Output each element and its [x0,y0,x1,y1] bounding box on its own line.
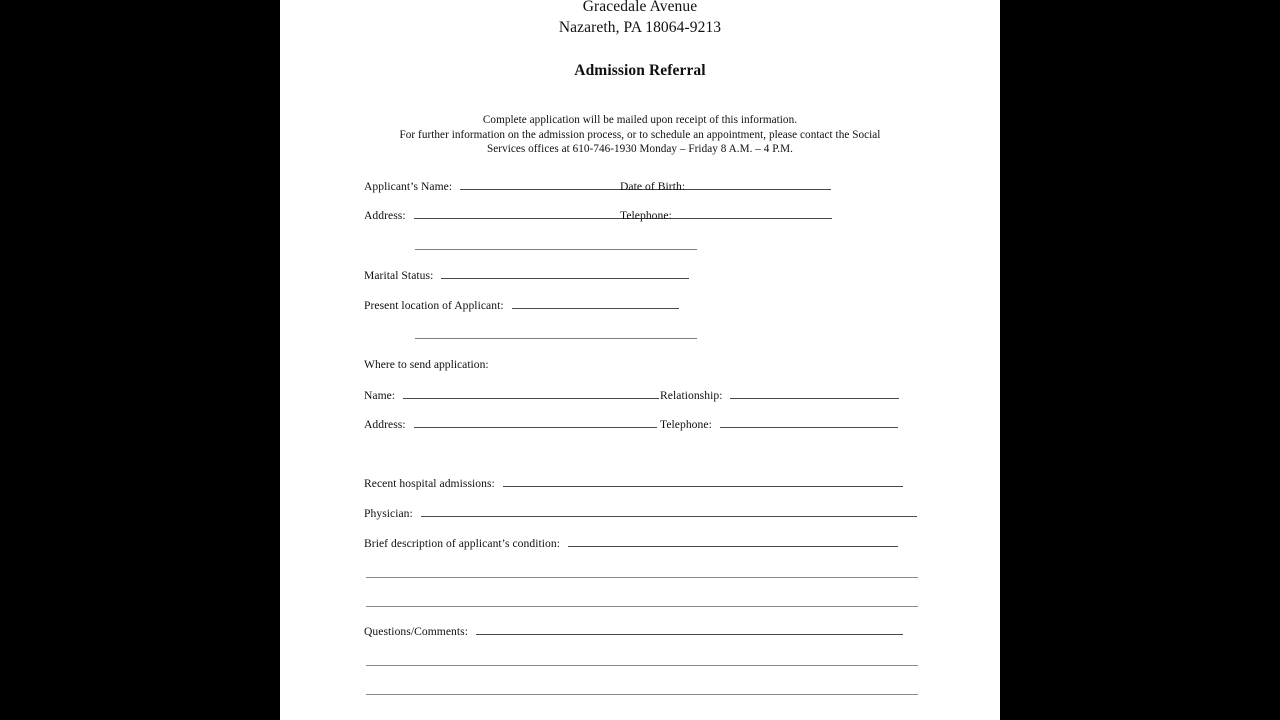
admission-referral-form [280,0,1000,720]
questions-comments-input-line-3[interactable] [366,694,918,695]
field-row-present-location [364,298,679,316]
send-address-label: Address: [364,418,406,431]
document-header [280,0,1000,157]
questions-comments-label: Questions/Comments: [364,625,469,638]
field-row-send-telephone [660,417,898,435]
relationship-label: Relationship: [660,389,723,402]
relationship-input[interactable] [730,388,899,399]
page-title: Admission Referral [574,62,706,79]
physician-input[interactable] [421,506,917,517]
send-telephone-label: Telephone: [660,418,712,431]
telephone-input[interactable] [680,208,832,219]
brief-description-input[interactable] [568,536,898,547]
letterbox-bar-left [0,0,280,720]
address-label: Address: [364,209,406,222]
address-input-line-2[interactable] [415,249,697,250]
document-page [280,0,1000,720]
where-to-send-heading: Where to send application: [364,358,489,371]
applicants-name-label: Applicant’s Name: [364,180,453,193]
field-row-send-name [364,388,659,406]
brief-description-input-line-2[interactable] [366,577,918,578]
recent-hospital-admissions-label: Recent hospital admissions: [364,477,495,490]
intro-line-3: Services offices at 610-746-1930 Monday – Friday 8 A.M. – 4 P.M. [487,143,793,156]
marital-status-label: Marital Status: [364,269,434,282]
send-name-label: Name: [364,389,396,402]
physician-label: Physician: [364,507,413,520]
brief-description-input-line-3[interactable] [366,606,918,607]
field-row-marital-status [364,268,689,286]
marital-status-input[interactable] [441,268,689,279]
field-row-hospital-admissions [364,476,903,494]
field-row-relationship [660,388,899,406]
questions-comments-input-line-2[interactable] [366,665,918,666]
field-row-brief-description [364,536,898,554]
date-of-birth-input[interactable] [693,179,831,190]
field-row-questions-comments [364,624,903,642]
send-telephone-input[interactable] [720,417,898,428]
send-address-input[interactable] [414,417,657,428]
letterbox-bar-right [1000,0,1280,720]
send-name-input[interactable] [403,388,659,399]
intro-paragraph [280,113,1000,157]
field-row-physician [364,506,917,524]
field-row-date-of-birth [620,179,831,197]
field-row-telephone [620,208,832,226]
facility-city-state-zip: Nazareth, PA 18064-9213 [558,19,722,36]
facility-street: Gracedale Avenue [582,0,698,15]
present-location-input-line-2[interactable] [415,338,697,339]
recent-hospital-admissions-input[interactable] [503,476,903,487]
intro-line-1: Complete application will be mailed upon receipt of this information. [482,114,798,126]
questions-comments-input[interactable] [476,624,903,635]
present-location-label: Present location of Applicant: [364,299,504,312]
present-location-input[interactable] [512,298,679,309]
field-row-send-address [364,417,657,435]
brief-description-label: Brief description of applicant’s condition: [364,537,560,550]
intro-line-2: For further information on the admission process, or to schedule an appointment, please contact the Social [399,128,881,141]
telephone-label: Telephone: [620,209,672,222]
date-of-birth-label: Date of Birth: [620,180,686,193]
